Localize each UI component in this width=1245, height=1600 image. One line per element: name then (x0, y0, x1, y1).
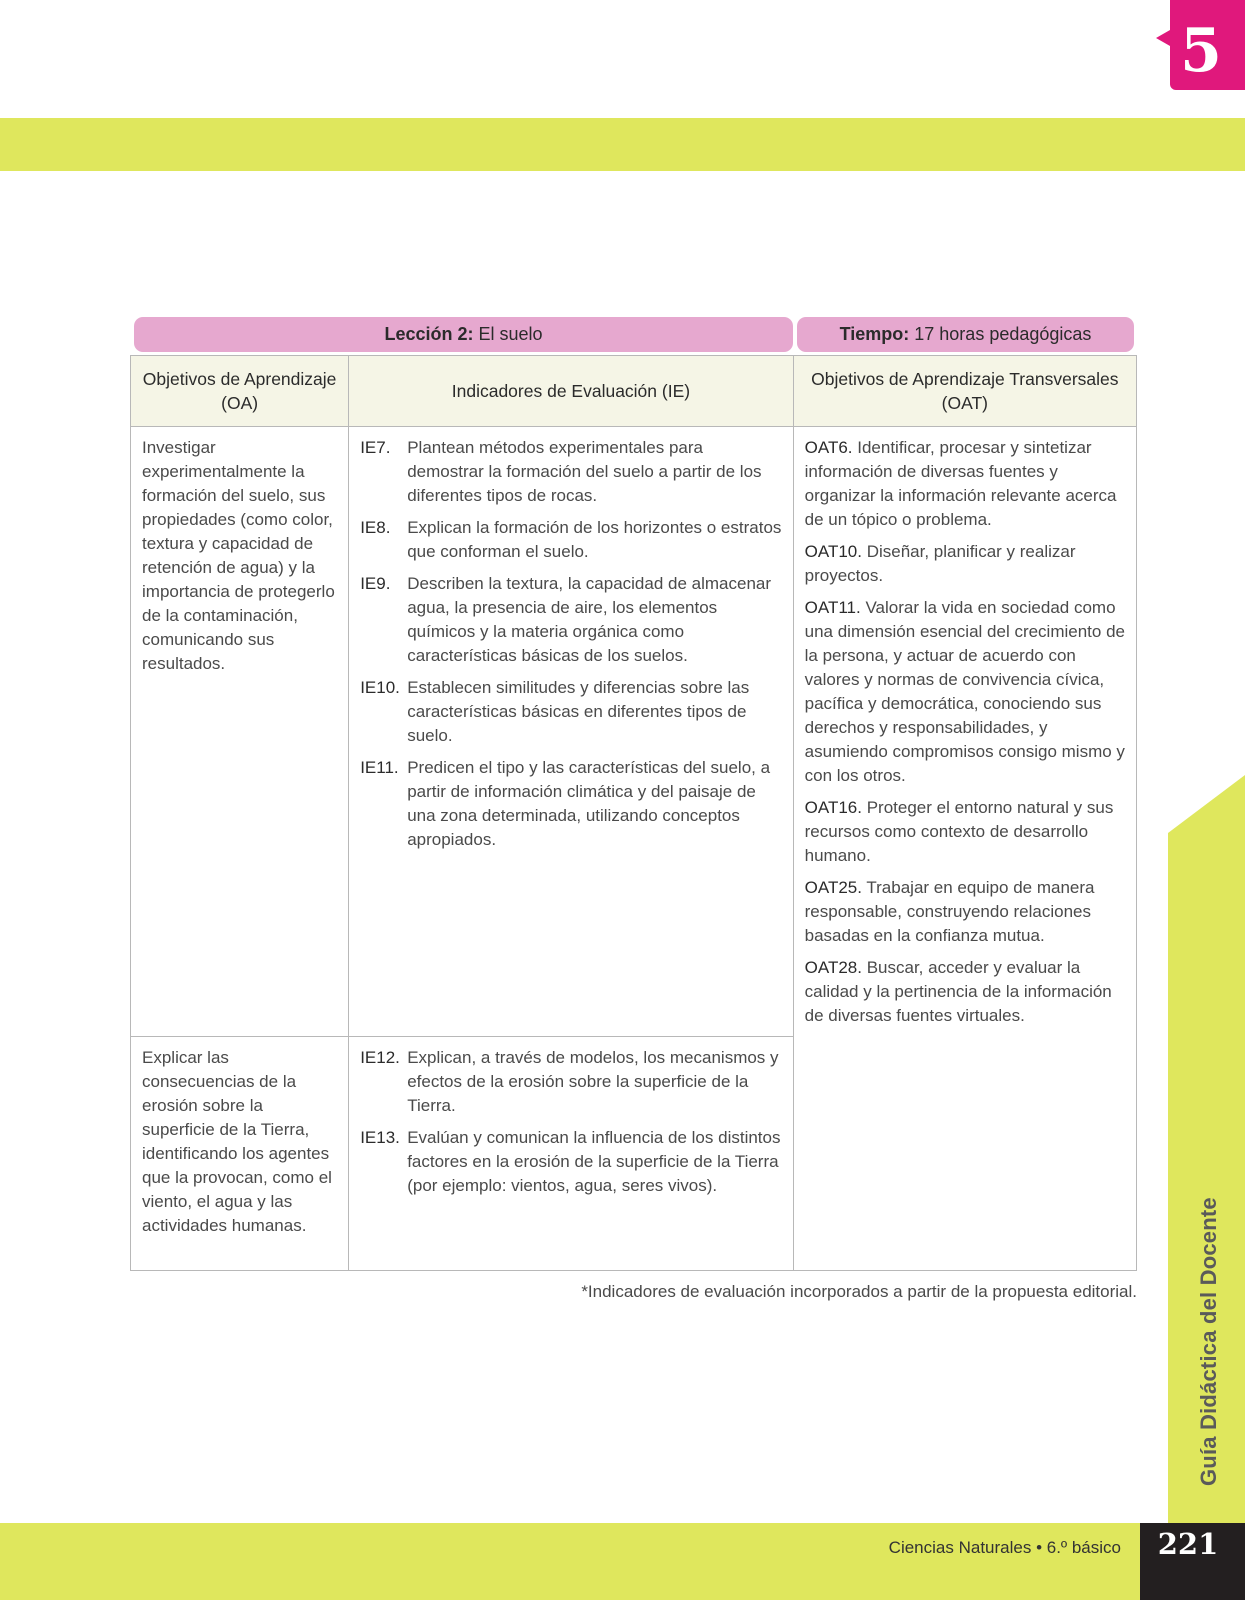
indicator-text: Predicen el tipo y las características del suelo, a partir de información climática y del paisaje de una zona determinada, utilizando conceptos apropiados. (407, 758, 771, 849)
oat-cell (793, 427, 1136, 1271)
indicator-text: Explican, a través de modelos, los mecanismos y efectos de la erosión sobre la superficie de la Tierra. (407, 1048, 779, 1115)
oat-code: OAT10. (804, 542, 862, 561)
oat-code: OAT16. (804, 798, 862, 817)
indicator-code: IE7. (360, 438, 391, 457)
indicator-text: Explican la formación de los horizontes o estratos que conforman el suelo. (407, 518, 782, 561)
oat-text: Diseñar, planificar y realizar proyectos. (804, 542, 1076, 585)
indicator-item (360, 1126, 782, 1198)
indicator-item (360, 1046, 782, 1118)
indicator-code: IE8. (360, 518, 391, 537)
oat-code: OAT6. (804, 438, 853, 457)
bottom-color-band (0, 1523, 1245, 1600)
ie-cell-2 (349, 1037, 793, 1271)
oa-cell-2: Explicar las consecuencias de la erosión sobre la superficie de la Tierra, identificando los agentes que la provocan, como el viento, el agua y las actividades humanas. (131, 1037, 349, 1271)
indicator-text: Plantean métodos experimentales para demostrar la formación del suelo a partir de los diferentes tipos de rocas. (407, 438, 762, 505)
oat-text: Identificar, procesar y sintetizar información de diversas fuentes y organizar la información relevante acerca de un tópico o problema. (804, 438, 1117, 529)
lesson-header (134, 317, 793, 352)
indicator-text: Evalúan y comunican la influencia de los distintos factores en la erosión de la superficie de la Tierra (por ejemplo: vientos, agua, seres vivos). (407, 1128, 781, 1195)
indicator-code: IE9. (360, 574, 391, 593)
oat-text: Trabajar en equipo de manera responsable, construyendo relaciones basadas en la confianza mutua. (804, 878, 1095, 945)
lesson-title: El suelo (478, 324, 543, 344)
indicator-text: Describen la textura, la capacidad de almacenar agua, la presencia de aire, los elementos químicos y la materia orgánica como características básicas de los suelos. (407, 574, 772, 665)
ie-cell-1 (349, 427, 793, 1037)
unit-number: 5 (1180, 16, 1222, 86)
indicator-code: IE10. (360, 678, 400, 697)
column-header-ie: Indicadores de Evaluación (IE) (349, 356, 793, 427)
objectives-table (130, 355, 1137, 1271)
lesson-label: Lección 2: (384, 324, 474, 344)
time-value: 17 horas pedagógicas (914, 324, 1092, 344)
oat-item (805, 956, 1126, 1028)
time-header (797, 317, 1134, 352)
top-color-band (0, 118, 1245, 171)
page-number: 221 (1157, 1527, 1219, 1561)
time-label: Tiempo: (839, 324, 910, 344)
oat-item (805, 596, 1126, 788)
oat-text: Valorar la vida en sociedad como una dimensión esencial del crecimiento de la persona, y actuar de acuerdo con valores y normas de convivencia cívica, pacífica y democrática, conociendo sus derechos y responsabilidades, y asumiendo compromisos consigo mismo y con los otros. (804, 598, 1125, 785)
oat-code: OAT28. (804, 958, 862, 977)
indicator-item (360, 756, 782, 852)
oat-item (805, 540, 1126, 588)
indicator-item (360, 516, 782, 564)
oat-code: OAT25. (804, 878, 862, 897)
indicator-item (360, 676, 782, 748)
indicator-item (360, 436, 782, 508)
oat-item (805, 436, 1126, 532)
oat-code: OAT11. (804, 598, 861, 617)
column-header-oat: Objetivos de Aprendizaje Transversales (OAT) (793, 356, 1136, 427)
oat-text: Proteger el entorno natural y sus recursos como contexto de desarrollo humano. (804, 798, 1114, 865)
oat-text: Buscar, acceder y evaluar la calidad y la pertinencia de la información de diversas fuentes virtuales. (804, 958, 1112, 1025)
oat-item (805, 796, 1126, 868)
oa-cell-1: Investigar experimentalmente la formación del suelo, sus propiedades (como color, textura y capacidad de retención de agua) y la importancia de protegerlo de la contaminación, comunicando sus resultados. (131, 427, 349, 1037)
side-label: Guía Didáctica del Docente (1196, 1197, 1221, 1486)
column-header-oa: Objetivos de Aprendizaje (OA) (131, 356, 349, 427)
indicator-code: IE11. (360, 758, 399, 777)
oat-item (805, 876, 1126, 948)
footnote: *Indicadores de evaluación incorporados a partir de la propuesta editorial. (581, 1282, 1137, 1301)
indicator-code: IE13. (360, 1128, 400, 1147)
footer-subject: Ciencias Naturales • 6.º básico (888, 1538, 1121, 1557)
indicator-text: Establecen similitudes y diferencias sobre las características básicas en diferentes tipos de suelo. (407, 678, 750, 745)
indicator-code: IE12. (360, 1048, 400, 1067)
indicator-item (360, 572, 782, 668)
